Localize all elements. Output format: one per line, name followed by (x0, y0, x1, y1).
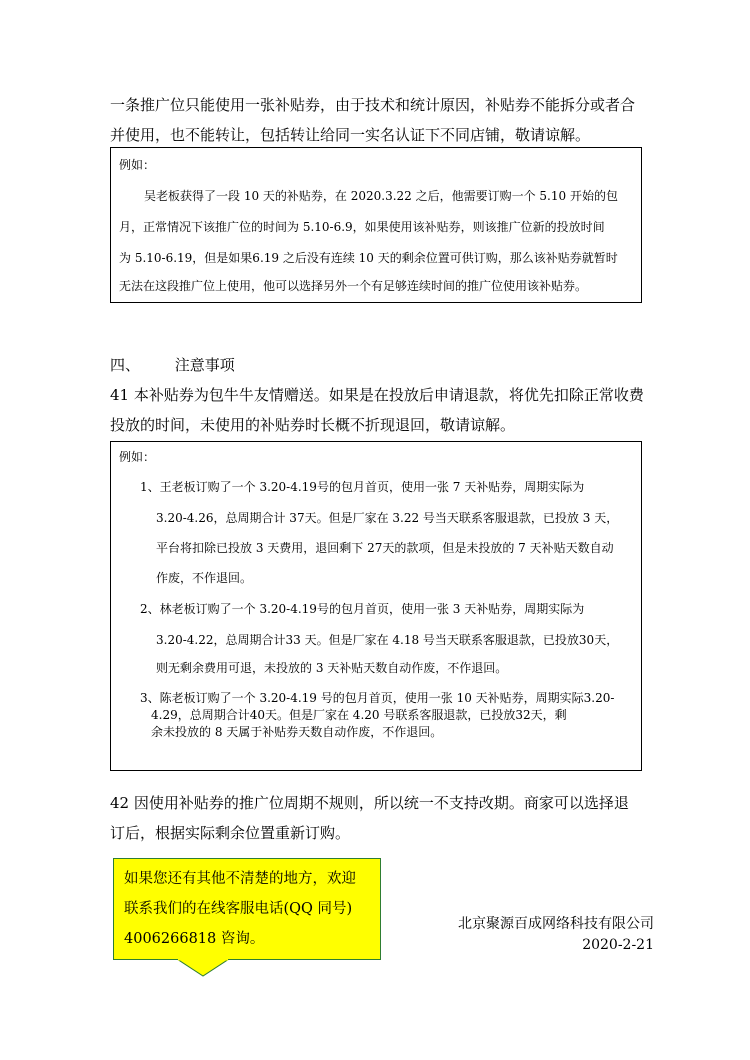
item-41-line-1: 41 本补贴券为包牛牛友情赠送。如果是在投放后申请退款，将优先扣除正常收费 (110, 386, 644, 404)
item-42-paragraph (110, 788, 650, 848)
item-42-line-2: 订后，根据实际剩余位置重新订购。 (110, 824, 351, 842)
callout-pointer (177, 959, 229, 977)
item-41-paragraph (110, 380, 650, 440)
example-1-line-3: 为 5.10-6.19，但是如果6.19 之后没有连续 10 天的剩余位置可供订购，那么该补贴券就暂时 (119, 251, 618, 265)
case-1-line-2: 3.20-4.26，总周期合计 37天。但是厂家在 3.22 号当天联系客服退款，已投放 3 天， (156, 511, 619, 525)
example-1-line-4: 无法在这段推广位上使用，他可以选择另外一个有足够连续时间的推广位使用该补贴券。 (119, 279, 588, 293)
example-1-line-1: 吴老板获得了一段 10 天的补贴券，在 2020.3.22 之后，他需要订购一个 5.10 开始的包 (144, 189, 618, 203)
case-1-line-4: 作废，不作退回。 (156, 571, 253, 585)
section-heading (110, 354, 235, 375)
intro-line-1: 一条推广位只能使用一张补贴券，由于技术和统计原因，补贴券不能拆分或者合 (110, 96, 636, 114)
contact-callout (113, 858, 381, 960)
case-1-line-3: 平台将扣除已投放 3 天费用，退回剩下 27天的款项，但是未投放的 7 天补贴天数自动 (156, 541, 614, 555)
section-title: 注意事项 (174, 356, 235, 374)
signature-date: 2020-2-21 (582, 937, 654, 953)
case-2-line-3: 则无剩余费用可退，未投放的 3 天补贴天数自动作废，不作退回。 (156, 661, 508, 675)
callout-line-3: 4006266818 咨询。 (124, 931, 265, 947)
example-1-line-2: 月，正常情况下该推广位的时间为 5.10-6.9，如果使用该补贴券，则该推广位新的投放时间 (119, 220, 605, 234)
company-name: 北京聚源百成网络科技有限公司 (458, 916, 654, 932)
intro-paragraph (110, 90, 650, 150)
example-label: 例如： (119, 450, 156, 464)
item-41-line-2: 投放的时间，未使用的补贴券时长概不折现退回，敬请谅解。 (110, 416, 516, 434)
case-3-line-2: 4.29，总周期合计40天。但是厂家在 4.20 号联系客服退款，已投放32天，剩 (151, 708, 567, 722)
case-2-line-1: 2、林老板订购了一个 3.20-4.19号的包月首页，使用一张 3 天补贴券，周期实际为 (140, 602, 585, 616)
callout-line-1: 如果您还有其他不清楚的地方，欢迎 (124, 871, 356, 887)
callout-line-2: 联系我们的在线客服电话(QQ 同号) (124, 901, 353, 917)
section-number: 四、 (110, 356, 141, 374)
case-3-line-1: 3、陈老板订购了一个 3.20-4.19 号的包月首页，使用一张 10 天补贴券，周期实际3.20- (140, 691, 615, 705)
case-2-line-2: 3.20-4.22，总周期合计33 天。但是厂家在 4.18 号当天联系客服退款，已投放30天， (156, 633, 619, 647)
case-1-line-1: 1、王老板订购了一个 3.20-4.19号的包月首页，使用一张 7 天补贴券，周期实际为 (140, 480, 585, 494)
intro-line-2: 并使用，也不能转让，包括转让给同一实名认证下不同店铺，敬请谅解。 (110, 126, 591, 144)
case-3-line-3: 余未投放的 8 天属于补贴券天数自动作废，不作退回。 (151, 725, 443, 739)
example-box-1 (110, 147, 642, 303)
example-label: 例如： (119, 158, 156, 172)
example-box-2 (110, 441, 642, 771)
item-42-line-1: 42 因使用补贴券的推广位周期不规则，所以统一不支持改期。商家可以选择退 (110, 794, 629, 812)
